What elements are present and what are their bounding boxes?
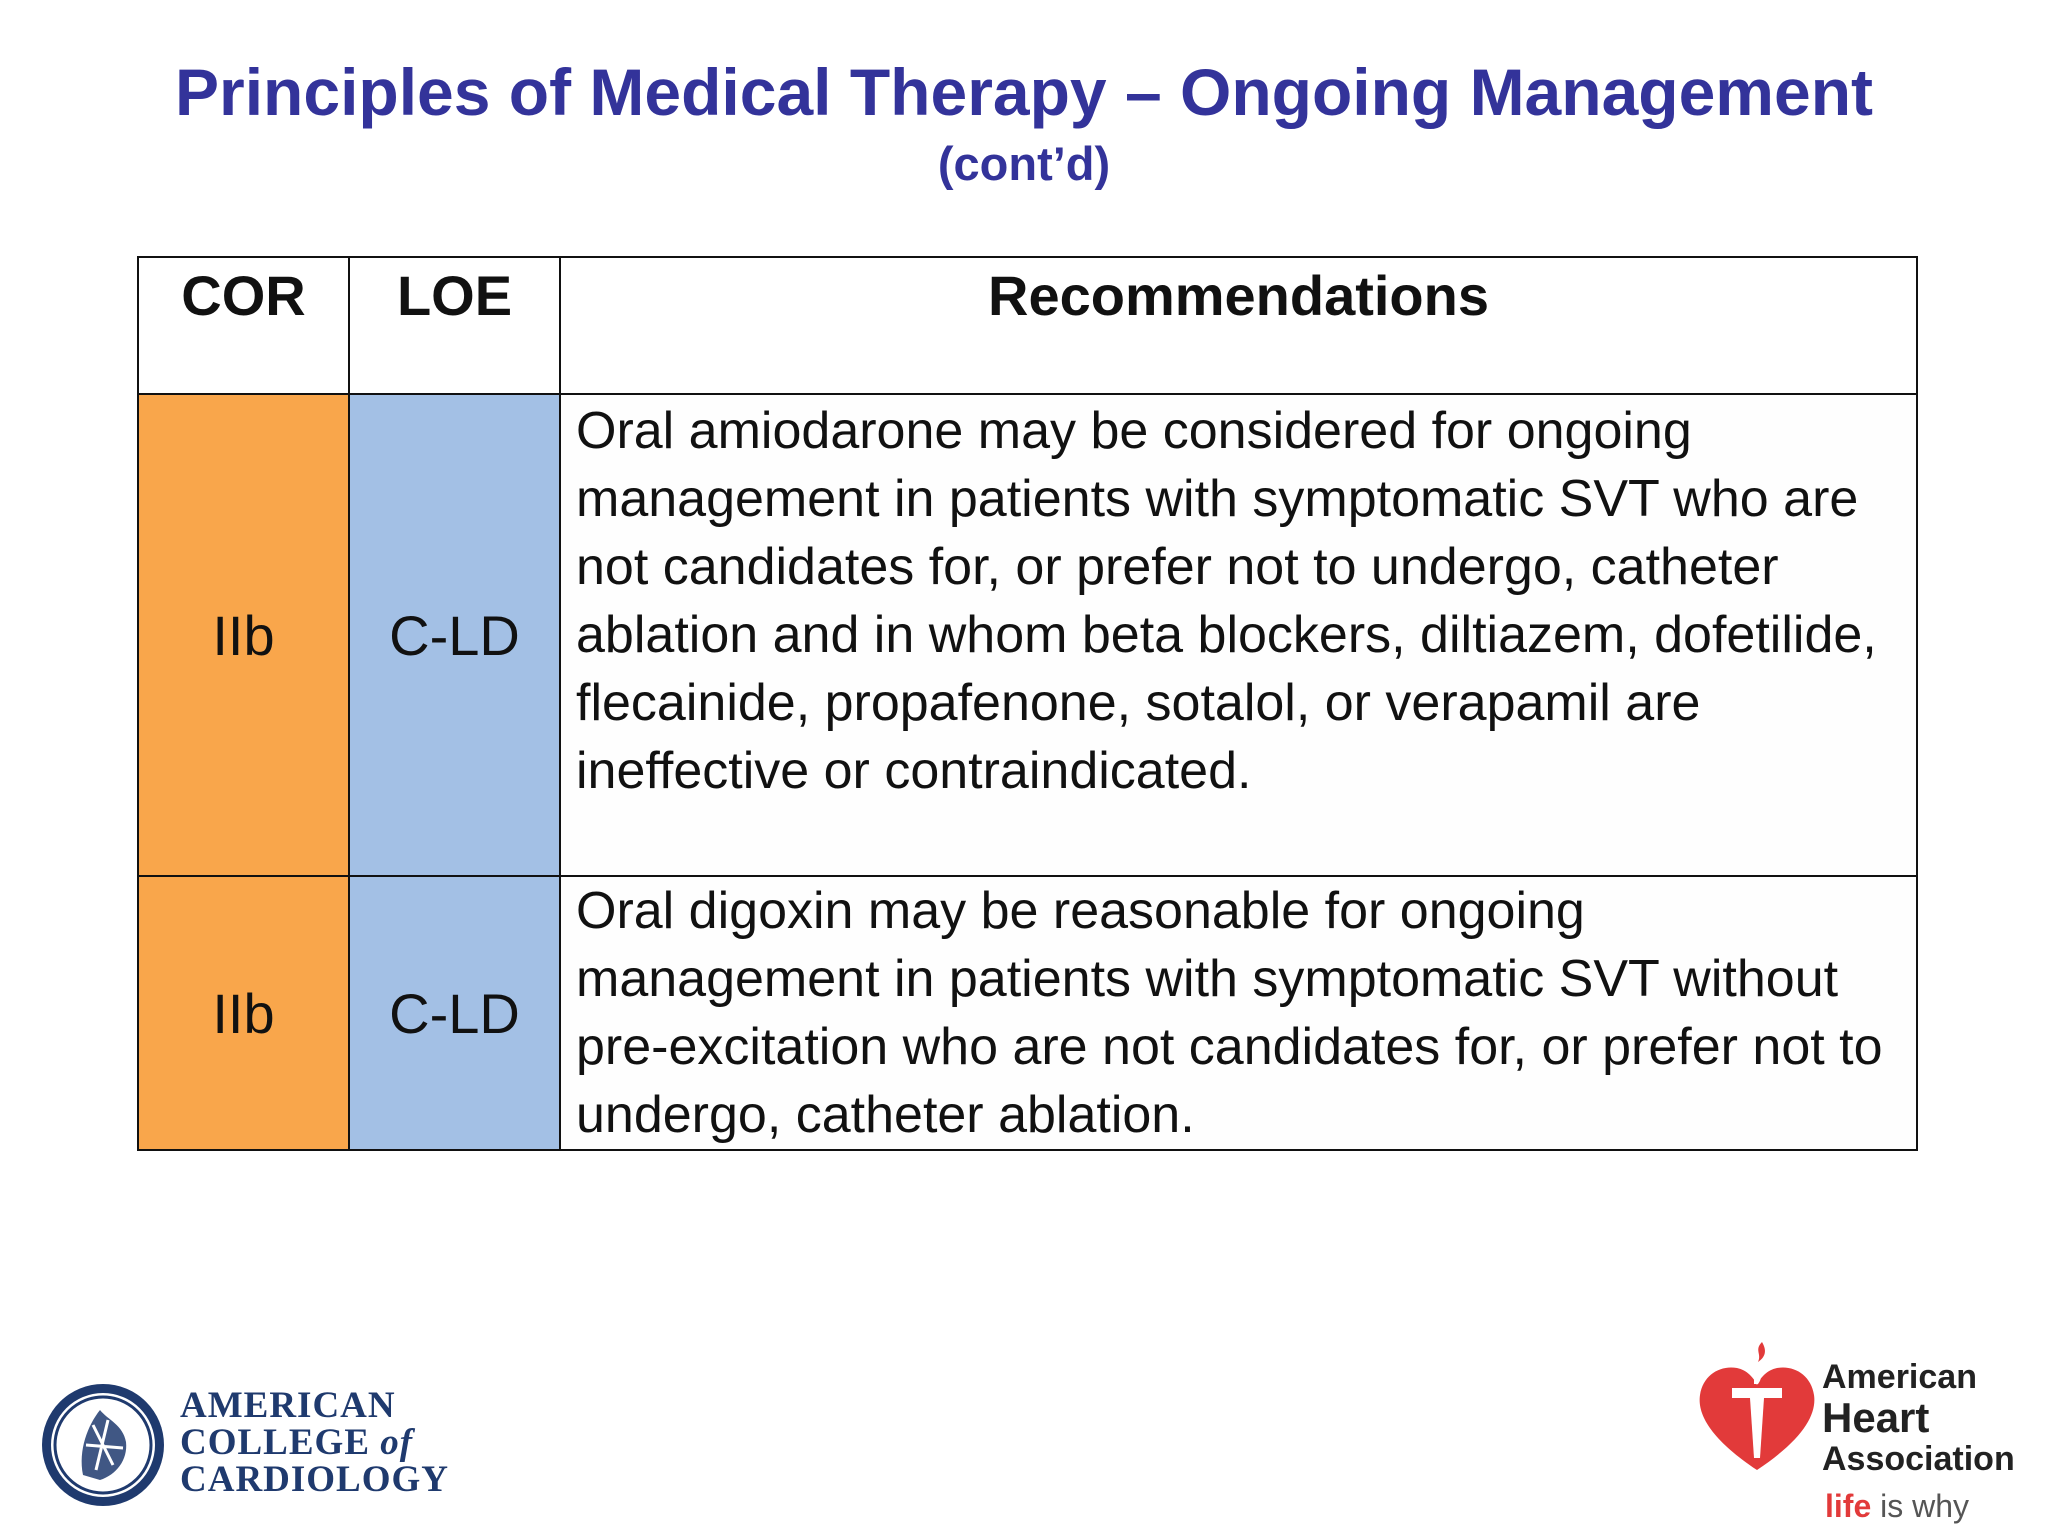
aha-wordmark bbox=[1822, 1358, 2015, 1478]
recommendation-cell: Oral amiodarone may be considered for ongoing management in patients with symptomatic SVT who are not candidates for, or prefer not to undergo, catheter ablation and in whom beta blockers, diltiazem, dofetilide, flecainide, propafenone, sotalol, or verapamil are ineffective or contraindicated. bbox=[560, 394, 1917, 876]
acc-college: COLLEGE bbox=[180, 1422, 370, 1463]
acc-line2 bbox=[180, 1424, 449, 1461]
acc-wordmark bbox=[180, 1387, 449, 1498]
header-cor: COR bbox=[138, 257, 349, 394]
slide-title: Principles of Medical Therapy – Ongoing Management bbox=[175, 55, 1873, 129]
aha-tagline bbox=[1825, 1488, 1969, 1525]
table-row bbox=[138, 394, 1917, 876]
loe-cell: C-LD bbox=[349, 394, 560, 876]
acc-of: of bbox=[380, 1422, 414, 1463]
recommendations-table bbox=[137, 256, 1918, 1151]
aha-line2: Heart bbox=[1822, 1394, 1930, 1441]
recommendation-cell: Oral digoxin may be reasonable for ongoing management in patients with symptomatic SVT without pre-excitation who are not candidates for, or prefer not to undergo, catheter ablation. bbox=[560, 876, 1917, 1150]
acc-line3: CARDIOLOGY bbox=[180, 1459, 450, 1500]
aha-line1: American bbox=[1822, 1358, 1977, 1396]
header-recommendations: Recommendations bbox=[560, 257, 1917, 394]
cor-cell: IIb bbox=[138, 876, 349, 1150]
acc-line1: AMERICAN bbox=[180, 1385, 396, 1426]
aha-tagline-rest: is why bbox=[1871, 1488, 1970, 1524]
loe-cell: C-LD bbox=[349, 876, 560, 1150]
aha-tagline-life: life bbox=[1825, 1488, 1872, 1524]
table-row bbox=[138, 876, 1917, 1150]
slide-subtitle: (cont’d) bbox=[937, 137, 1111, 190]
header-loe: LOE bbox=[349, 257, 560, 394]
aha-heart-torch-icon bbox=[1692, 1340, 1822, 1480]
table-header-row bbox=[138, 257, 1917, 394]
cor-cell: IIb bbox=[138, 394, 349, 876]
aha-line3: Association bbox=[1822, 1440, 2015, 1478]
